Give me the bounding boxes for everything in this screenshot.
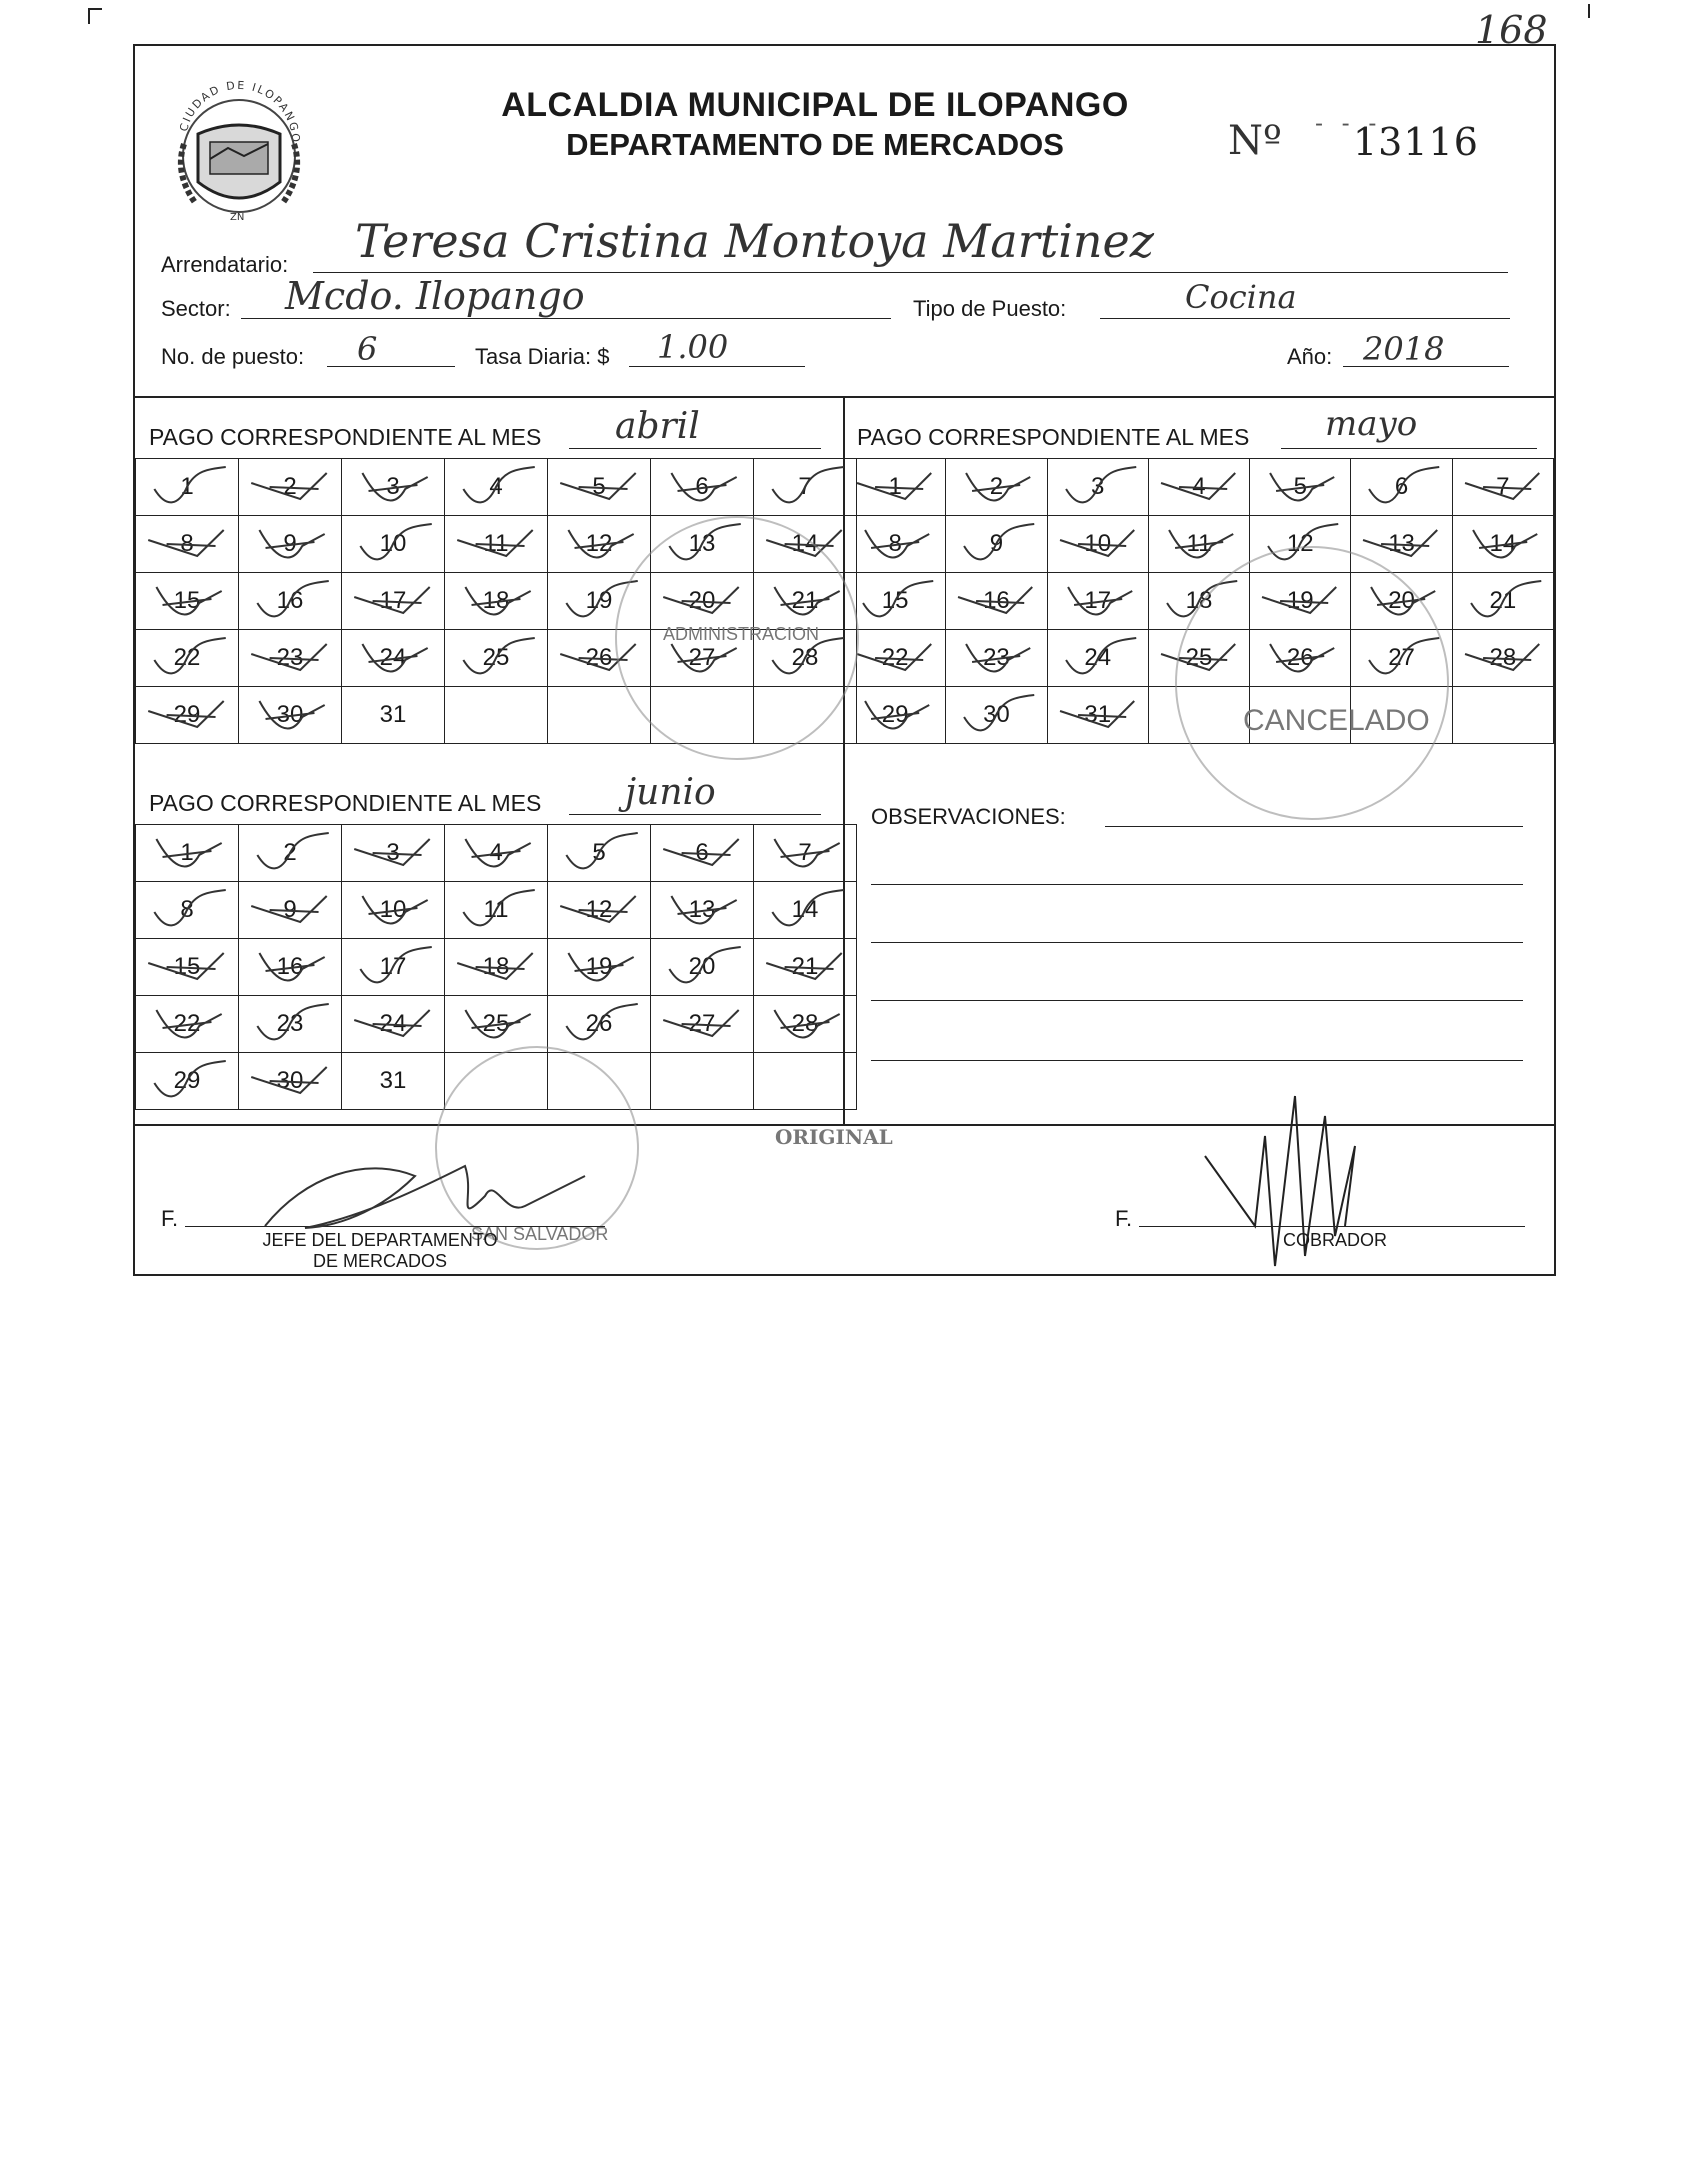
day-cell	[445, 573, 548, 630]
month-3-label: PAGO CORRESPONDIENTE AL MES	[149, 790, 542, 816]
month-2-label: PAGO CORRESPONDIENTE AL MES	[857, 424, 1250, 450]
day-cell	[1148, 459, 1249, 516]
day-cell	[136, 939, 239, 996]
left-signature-f: F.	[161, 1206, 179, 1231]
day-number: 21	[1489, 587, 1517, 614]
day-cell	[845, 573, 946, 630]
receipt-number-label: Nº	[1228, 118, 1282, 164]
day-number: 9	[283, 896, 297, 923]
day-cell	[1047, 459, 1148, 516]
day-number: 6	[1394, 473, 1409, 500]
stamp-text-1: ADMINISTRACION	[663, 624, 820, 644]
title-line-1: ALCALDIA MUNICIPAL DE ILOPANGO	[501, 86, 1129, 124]
scan-mark-right	[1588, 4, 1590, 18]
day-number: 7	[1496, 473, 1510, 500]
day-cell	[548, 516, 651, 573]
day-number: 19	[585, 587, 613, 614]
day-number: 17	[1084, 587, 1112, 614]
day-number: 2	[283, 473, 297, 500]
day-number: 13	[688, 530, 716, 557]
day-number: 10	[379, 530, 407, 557]
day-number: 6	[695, 473, 709, 500]
scan-mark-top	[88, 8, 102, 10]
day-cell	[548, 882, 651, 939]
day-number: 24	[1084, 644, 1112, 671]
month-3-value: junio	[625, 772, 716, 813]
left-caption-line-1: JEFE DEL DEPARTAMENTO	[262, 1230, 498, 1250]
day-cell	[445, 939, 548, 996]
day-number: 21	[791, 953, 819, 980]
month-1-line	[569, 448, 821, 449]
day-number: 27	[688, 1010, 716, 1037]
day-cell	[1250, 459, 1351, 516]
day-cell	[136, 459, 239, 516]
observaciones-line-3	[871, 942, 1523, 943]
month-3-line	[569, 814, 821, 815]
day-cell	[136, 573, 239, 630]
day-number: 6	[695, 839, 709, 866]
day-cell	[1452, 687, 1553, 744]
day-number: 26	[585, 1010, 613, 1037]
day-cell	[946, 687, 1047, 744]
day-number: 20	[688, 953, 716, 980]
right-signature-caption: COBRADOR	[1282, 1230, 1387, 1250]
day-cell	[651, 459, 754, 516]
day-cell	[136, 687, 239, 744]
market-payment-form	[133, 44, 1556, 1276]
day-cell	[342, 630, 445, 687]
observaciones-label: OBSERVACIONES:	[871, 804, 1066, 829]
day-cell	[1047, 516, 1148, 573]
day-number: 15	[173, 953, 201, 980]
day-cell	[754, 939, 857, 996]
sector-value: Mcdo. Ilopango	[285, 274, 585, 318]
day-number: 29	[173, 701, 201, 728]
arrendatario-label: Arrendatario:	[161, 252, 289, 277]
grid-row	[136, 939, 857, 996]
day-number: 5	[592, 839, 606, 866]
day-cell	[946, 630, 1047, 687]
day-cell	[1047, 687, 1148, 744]
day-number: 31	[379, 1067, 407, 1094]
day-number: 24	[379, 644, 407, 671]
day-number: 14	[791, 896, 819, 923]
day-cell	[845, 459, 946, 516]
month-2-line	[1281, 448, 1537, 449]
day-cell	[548, 939, 651, 996]
arrendatario-value: Teresa Cristina Montoya Martinez	[355, 214, 1155, 268]
day-number: 11	[483, 896, 509, 923]
day-cell	[651, 939, 754, 996]
day-cell	[239, 939, 342, 996]
day-number: 21	[791, 587, 819, 614]
day-number: 13	[688, 896, 716, 923]
day-cell	[342, 996, 445, 1053]
observaciones-line-1	[1105, 826, 1523, 827]
day-cell	[445, 687, 548, 744]
day-cell	[445, 825, 548, 882]
day-cell	[136, 882, 239, 939]
day-cell	[445, 630, 548, 687]
day-number: 27	[1388, 644, 1415, 671]
day-number: 22	[173, 1010, 201, 1037]
day-number: 20	[1388, 587, 1415, 614]
day-number: 4	[489, 473, 503, 500]
day-cell	[548, 825, 651, 882]
receipt-number-value: 13116	[1353, 120, 1479, 164]
tasa-value: 1.00	[657, 328, 729, 366]
puesto-line	[327, 366, 455, 367]
day-number: 12	[1286, 530, 1314, 557]
anio-label: Año:	[1287, 344, 1333, 369]
day-number: 20	[688, 587, 716, 614]
day-cell	[445, 996, 548, 1053]
day-cell	[136, 825, 239, 882]
day-cell	[445, 516, 548, 573]
day-number: 13	[1388, 530, 1415, 557]
day-number: 14	[791, 530, 819, 557]
day-number: 5	[592, 473, 606, 500]
day-number: 16	[276, 953, 304, 980]
stamp-circle-2	[1175, 546, 1449, 820]
tipo-puesto-label: Tipo de Puesto:	[913, 296, 1067, 321]
day-cell	[342, 687, 445, 744]
day-number: 10	[1084, 530, 1112, 557]
page-number: 168	[1475, 8, 1548, 52]
day-cell	[1452, 630, 1553, 687]
day-number: 10	[379, 896, 407, 923]
receipt-number-dash: - - -	[1315, 110, 1383, 137]
day-cell	[946, 573, 1047, 630]
day-number: 11	[1186, 530, 1212, 557]
day-cell	[342, 939, 445, 996]
day-cell	[1047, 630, 1148, 687]
anio-value: 2018	[1363, 330, 1445, 368]
form-title	[435, 86, 1195, 163]
day-number: 26	[585, 644, 613, 671]
day-number: 7	[798, 839, 812, 866]
tipo-puesto-value: Cocina	[1185, 278, 1297, 316]
day-cell	[1351, 459, 1452, 516]
day-number: 16	[276, 587, 304, 614]
day-cell	[754, 825, 857, 882]
month-2-value: mayo	[1325, 404, 1418, 444]
day-number: 3	[386, 839, 400, 866]
day-number: 29	[173, 1067, 201, 1094]
svg-text:ZN: ZN	[230, 212, 245, 223]
day-cell	[651, 1053, 754, 1110]
day-number: 25	[1185, 644, 1213, 671]
day-number: 22	[173, 644, 201, 671]
day-cell	[239, 1053, 342, 1110]
day-number: 22	[881, 644, 909, 671]
day-number: 28	[791, 644, 819, 671]
day-cell	[845, 516, 946, 573]
grid-row	[136, 996, 857, 1053]
day-number: 2	[283, 839, 297, 866]
day-number: 8	[180, 896, 194, 923]
day-cell	[239, 687, 342, 744]
left-signature-caption	[230, 1230, 530, 1272]
day-cell	[845, 630, 946, 687]
day-cell	[239, 825, 342, 882]
right-signature-f: F.	[1115, 1206, 1133, 1231]
day-number: 18	[482, 953, 510, 980]
day-number: 18	[1185, 587, 1213, 614]
day-number: 26	[1286, 644, 1314, 671]
day-number: 16	[983, 587, 1010, 614]
grid-row	[845, 459, 1554, 516]
day-cell	[754, 1053, 857, 1110]
left-caption-line-2: DE MERCADOS	[312, 1251, 447, 1271]
day-cell	[342, 1053, 445, 1110]
day-cell	[342, 516, 445, 573]
tasa-label: Tasa Diaria: $	[475, 344, 610, 369]
day-number: 2	[989, 473, 1004, 500]
original-label: ORIGINAL	[775, 1125, 893, 1149]
day-number: 15	[881, 587, 909, 614]
day-number: 14	[1489, 530, 1517, 557]
day-number: 12	[585, 530, 613, 557]
day-number: 23	[983, 644, 1010, 671]
day-cell	[239, 882, 342, 939]
day-cell	[342, 882, 445, 939]
observaciones-line-2	[871, 884, 1523, 885]
day-number: 30	[983, 701, 1010, 728]
day-cell	[136, 516, 239, 573]
day-number: 30	[276, 701, 304, 728]
day-cell	[946, 516, 1047, 573]
day-number: 8	[888, 530, 902, 557]
day-cell	[548, 459, 651, 516]
day-cell	[754, 459, 857, 516]
day-number: 1	[888, 473, 902, 500]
observaciones-line-4	[871, 1000, 1523, 1001]
day-number: 9	[989, 530, 1004, 557]
day-number: 15	[173, 587, 201, 614]
day-cell	[445, 882, 548, 939]
day-cell	[239, 630, 342, 687]
grid-row	[136, 825, 857, 882]
title-line-2: DEPARTAMENTO DE MERCADOS	[566, 127, 1064, 162]
day-number: 27	[688, 644, 716, 671]
stamp-text-3: SAN SALVADOR	[471, 1224, 609, 1244]
puesto-value: 6	[357, 330, 378, 368]
day-number: 25	[482, 644, 510, 671]
day-number: 9	[283, 530, 297, 557]
sector-label: Sector:	[161, 296, 231, 321]
grid-row	[845, 516, 1554, 573]
month-1-value: abril	[615, 406, 700, 447]
day-number: 1	[180, 473, 194, 500]
day-number: 5	[1293, 473, 1307, 500]
day-cell	[651, 882, 754, 939]
day-number: 3	[1091, 473, 1105, 500]
day-number: 4	[1192, 473, 1206, 500]
day-number: 28	[791, 1010, 819, 1037]
day-cell	[342, 825, 445, 882]
day-number: 19	[1286, 587, 1314, 614]
day-number: 31	[379, 701, 407, 728]
day-cell	[342, 459, 445, 516]
day-cell	[845, 687, 946, 744]
day-cell	[239, 516, 342, 573]
puesto-label: No. de puesto:	[161, 344, 305, 369]
svg-text:CIUDAD DE ILOPANGO: CIUDAD DE ILOPANGO	[177, 78, 303, 145]
day-cell	[445, 459, 548, 516]
day-cell	[754, 996, 857, 1053]
day-number: 29	[881, 701, 909, 728]
day-cell	[136, 630, 239, 687]
day-number: 25	[482, 1010, 510, 1037]
day-number: 23	[276, 644, 304, 671]
day-cell	[1047, 573, 1148, 630]
day-cell	[136, 1053, 239, 1110]
day-number: 24	[379, 1010, 407, 1037]
day-cell	[1452, 459, 1553, 516]
day-number: 8	[180, 530, 194, 557]
scan-mark-left	[88, 8, 90, 24]
day-cell	[239, 573, 342, 630]
day-cell	[239, 459, 342, 516]
tipo-puesto-line	[1100, 318, 1510, 319]
day-number: 17	[379, 587, 407, 614]
day-number: 19	[585, 953, 613, 980]
day-cell	[946, 459, 1047, 516]
day-number: 3	[386, 473, 400, 500]
day-number: 28	[1489, 644, 1517, 671]
day-number: 18	[482, 587, 510, 614]
day-cell	[239, 996, 342, 1053]
day-number: 31	[1084, 701, 1112, 728]
day-cell	[1452, 516, 1553, 573]
day-cell	[342, 573, 445, 630]
day-cell	[651, 825, 754, 882]
day-cell	[1148, 516, 1249, 573]
day-cell	[651, 996, 754, 1053]
day-number: 12	[585, 896, 613, 923]
city-seal-logo	[168, 64, 310, 224]
day-number: 17	[379, 953, 407, 980]
grid-row	[136, 882, 857, 939]
day-number: 4	[489, 839, 503, 866]
day-cell	[136, 996, 239, 1053]
stamp-text-2: CANCELADO	[1243, 704, 1430, 737]
day-number: 23	[276, 1010, 304, 1037]
grid-row	[136, 459, 857, 516]
tasa-line	[629, 366, 805, 367]
day-number: 30	[276, 1067, 304, 1094]
observaciones-line-5	[871, 1060, 1523, 1061]
day-number: 11	[483, 530, 509, 557]
day-cell	[1452, 573, 1553, 630]
left-signature-scribble	[245, 1116, 605, 1246]
day-cell	[548, 996, 651, 1053]
day-number: 7	[798, 473, 812, 500]
sector-line	[241, 318, 891, 319]
day-cell	[754, 882, 857, 939]
month-1-label: PAGO CORRESPONDIENTE AL MES	[149, 424, 542, 450]
day-number: 1	[180, 839, 194, 866]
arrendatario-line	[313, 272, 1508, 273]
